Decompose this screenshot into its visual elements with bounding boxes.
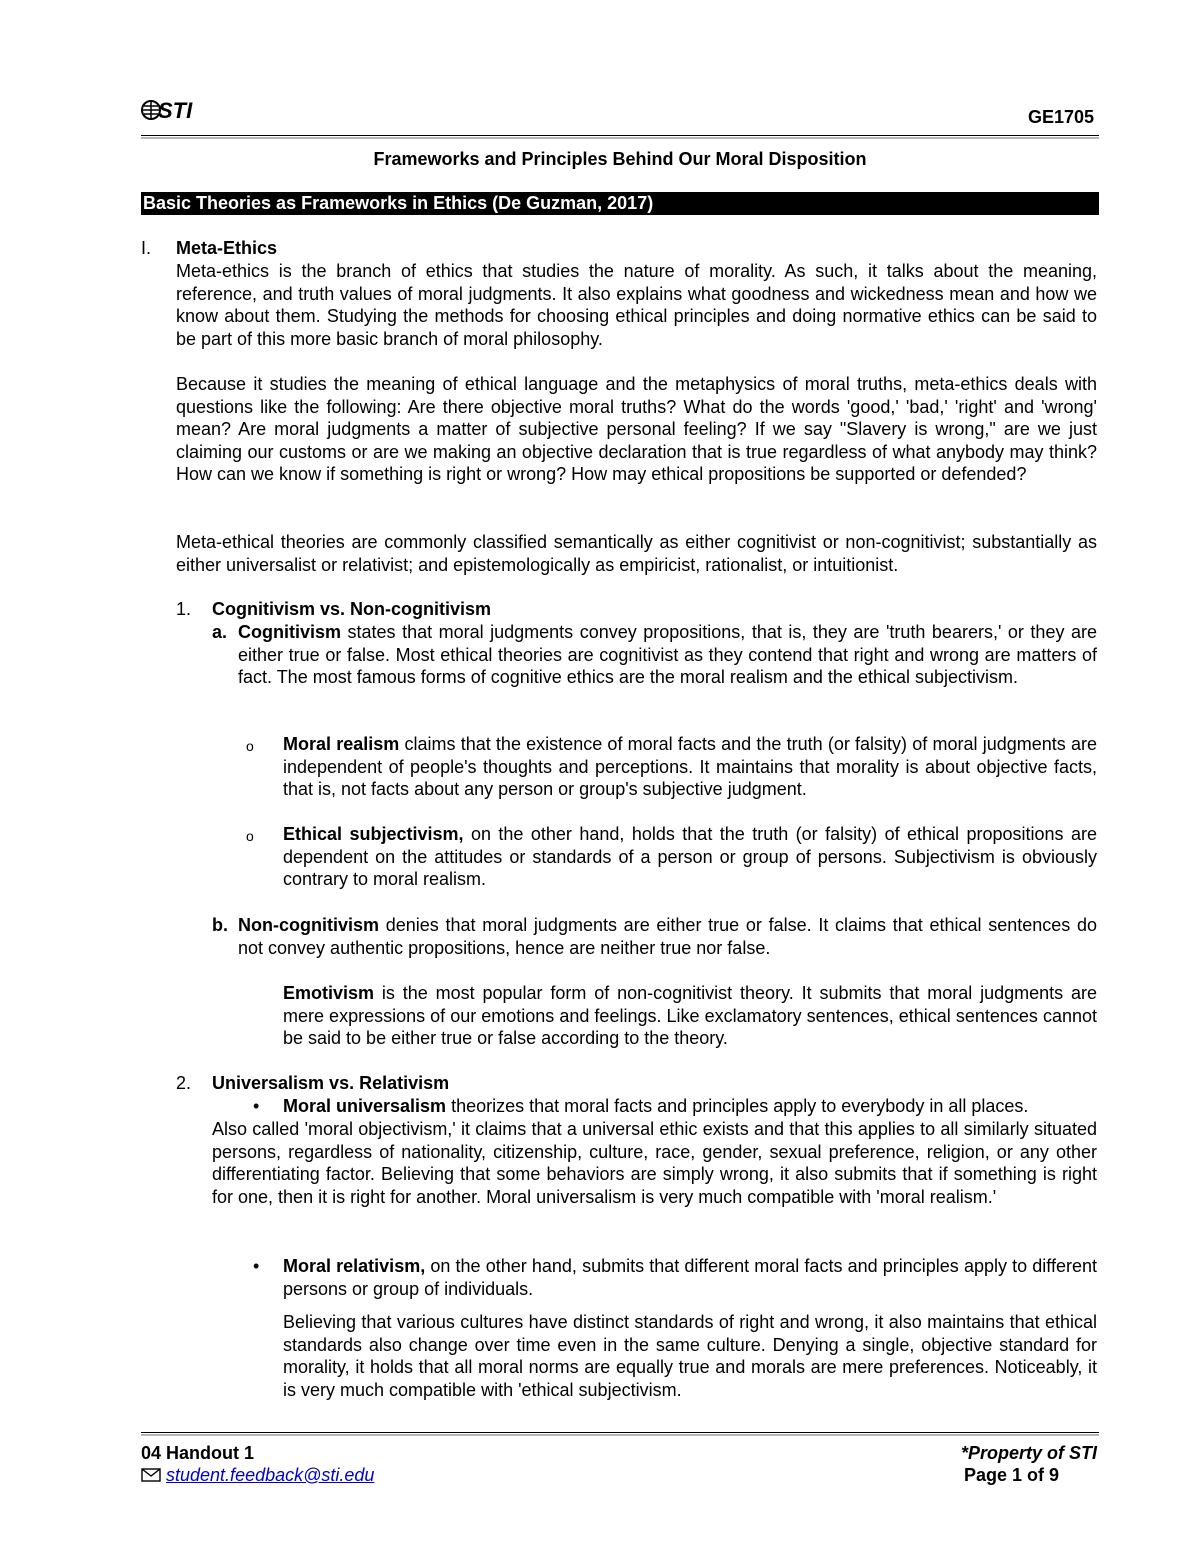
subjectivism-bullet: o xyxy=(246,828,254,844)
section-banner-text: Basic Theories as Frameworks in Ethics (De Guzman, 2017) xyxy=(143,193,654,213)
moral-relativism-paragraph xyxy=(283,1255,1097,1300)
header-rule-shadow xyxy=(141,137,1099,139)
emotivism-paragraph xyxy=(283,982,1097,1050)
sti-logo xyxy=(141,93,203,127)
moral-realism-text: claims that the existence of moral facts and the truth (or falsity) of moral judgments are independent of people's thoughts and perceptions. It maintains that morality is about objective facts, that is, not facts about any person or group's subjective judgment. xyxy=(283,734,1097,800)
document-code: GE1705 xyxy=(1027,107,1094,127)
universalism-first-line xyxy=(283,1095,1097,1118)
envelope-icon xyxy=(141,1468,161,1482)
page-title: Frameworks and Principles Behind Our Moral Disposition xyxy=(373,149,867,169)
moral-realism-paragraph xyxy=(283,733,1097,801)
non-cognitivism-term: Non-cognitivism xyxy=(238,915,380,935)
moral-universalism-paragraph: Also called 'moral objectivism,' it claims that a universal ethic exists and that this applies to all similarly situated persons, regardless of nationality, citizenship, culture, race, gender, sexual preference, religion, or any other differentiating factor. Believing that some behaviors are simply wrong, it also submits that if something is right for one, then it is right for another. Moral universalism is very much compatible with 'moral realism.' xyxy=(212,1119,1097,1207)
header-rule xyxy=(141,135,1099,136)
item-1-number: 1. xyxy=(176,599,192,619)
moral-universalism-term: Moral universalism xyxy=(283,1096,447,1116)
moral-relativism-paragraph-2: Believing that various cultures have distinct standards of right and wrong, it also maintains that ethical standards also change over time even in the same culture. Denying a single, objective standard for morality, it holds that all moral norms are equally true and morals are mere preferences. Noticeably, it is very much compatible with 'ethical subjectivism. xyxy=(283,1312,1097,1400)
realism-bullet: o xyxy=(246,738,254,754)
section-heading: Meta-Ethics xyxy=(176,238,278,258)
item-1-heading: Cognitivism vs. Non-cognitivism xyxy=(212,599,492,619)
moral-relativism-text: on the other hand, submits that different moral facts and principles apply to different persons or group of individuals. xyxy=(283,1256,1098,1299)
universalism-bullet: • xyxy=(253,1096,260,1116)
ethical-subjectivism-text: on the other hand, holds that the truth (or falsity) of ethical propositions are dependent on the attitudes or standards of a person or group of persons. Subjectivism is obviously contrary to moral realism. xyxy=(283,824,1097,890)
item-1a-label: a. xyxy=(212,622,228,642)
cognitivism-paragraph xyxy=(238,621,1097,689)
non-cognitivism-paragraph xyxy=(238,914,1097,959)
non-cognitivism-text: denies that moral judgments are either true or false. It claims that ethical sentences do not convey authentic propositions, hence are neither true nor false. xyxy=(238,915,1097,958)
cognitivism-text: states that moral judgments convey propositions, that is, they are 'truth bearers,' or they are either true or false. Most ethical theories are cognitivist as they contend that right and wrong are matters of fact. The most famous forms of cognitive ethics are the moral realism and the ethical subjectivism. xyxy=(238,622,1097,688)
item-2-heading: Universalism vs. Relativism xyxy=(212,1073,450,1093)
item-2-number: 2. xyxy=(176,1073,192,1093)
page-number: Page 1 of 9 xyxy=(963,1465,1059,1485)
meta-ethics-paragraph-3: Meta-ethical theories are commonly classified semantically as either cognitivist or non-cognitivist; substantially as either universalist or relativist; and epistemologically as empiricist, rationalist, or intuitionist. xyxy=(176,532,1097,575)
cognitivism-term: Cognitivism xyxy=(238,622,342,642)
relativism-bullet: • xyxy=(253,1256,260,1276)
section-numeral: I. xyxy=(141,238,152,258)
moral-realism-term: Moral realism xyxy=(283,734,400,754)
feedback-email-link[interactable]: student.feedback@sti.edu xyxy=(166,1465,375,1485)
emotivism-text: is the most popular form of non-cognitivist theory. It submits that moral judgments are mere expressions of our emotions and feelings. Like exclamatory sentences, ethical sentences cannot be said to be either true or false according to the theory. xyxy=(283,983,1097,1049)
moral-universalism-text: theorizes that moral facts and principles apply to everybody in all places. xyxy=(446,1096,1029,1116)
emotivism-term: Emotivism xyxy=(283,983,375,1003)
ethical-subjectivism-paragraph xyxy=(283,823,1097,891)
logo-text: STI xyxy=(158,98,193,123)
moral-relativism-term: Moral relativism, xyxy=(283,1256,426,1276)
section-banner xyxy=(141,192,1099,215)
meta-ethics-paragraph-2: Because it studies the meaning of ethical language and the metaphysics of moral truths, meta-ethics deals with questions like the following: Are there objective moral truths? What do the words 'good,' 'bad,' 'right' and 'wrong' mean? Are moral judgments a matter of subjective personal feeling? If we say "Slavery is wrong," are we just claiming our customs or are we making an objective declaration that is true regardless of what anybody may think? How can we know if something is right or wrong? How may ethical propositions be supported or defended? xyxy=(176,374,1097,485)
footer-rule xyxy=(141,1432,1099,1433)
meta-ethics-paragraph-1: Meta-ethics is the branch of ethics that studies the nature of morality. As such, it talks about the meaning, reference, and truth values of moral judgments. It also explains what goodness and wickedness mean and how we know about them. Studying the methods for choosing ethical principles and doing normative ethics can be said to be part of this more basic branch of moral philosophy. xyxy=(176,261,1097,349)
footer-rule-shadow xyxy=(141,1434,1099,1436)
ethical-subjectivism-term: Ethical subjectivism, xyxy=(283,824,464,844)
feedback-email-line xyxy=(141,1464,374,1487)
item-1b-label: b. xyxy=(212,915,228,935)
handout-label: 04 Handout 1 xyxy=(141,1443,255,1463)
property-label: *Property of STI xyxy=(960,1443,1097,1463)
